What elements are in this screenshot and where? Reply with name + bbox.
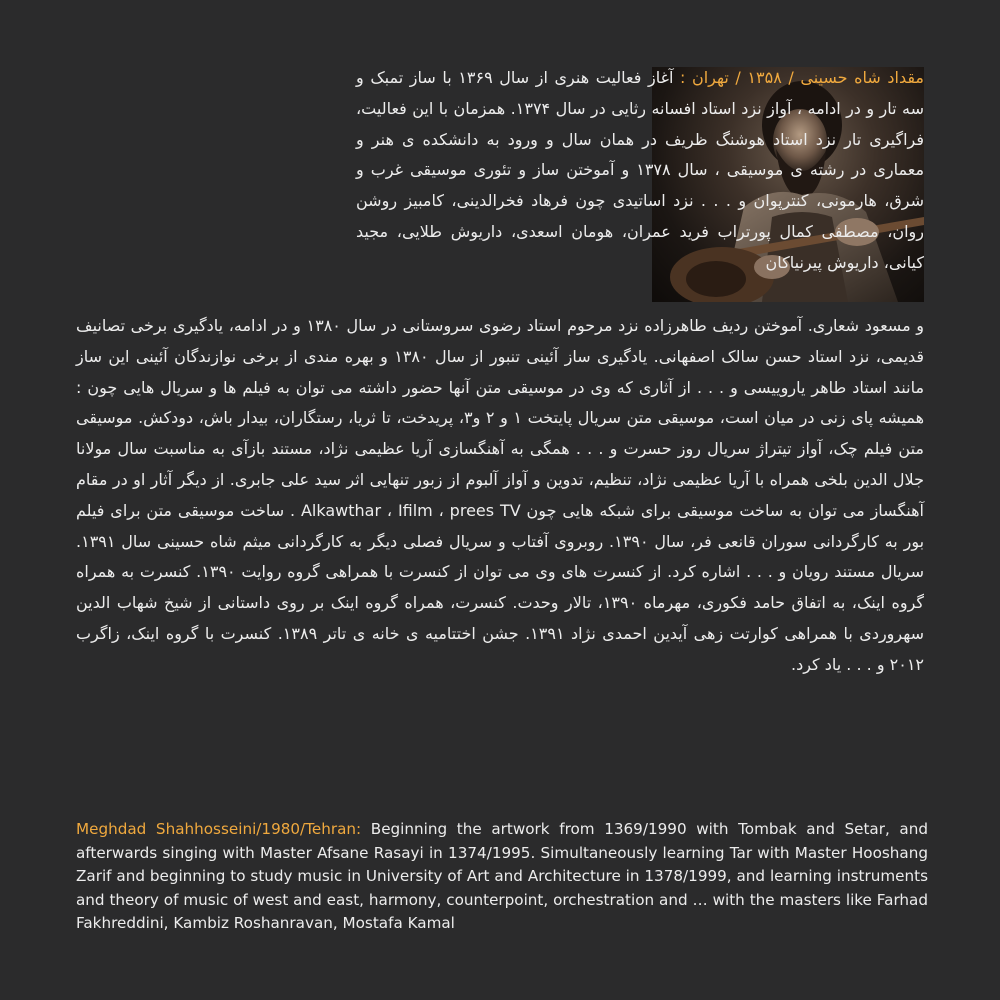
english-bio	[76, 818, 928, 936]
persian-line: و مسعود شعاری. آموختن ردیف طاهرزاده نزد مرحوم استاد رضوی سروستانی در سال ۱۳۸۰ و در ادامه، یادگیری	[172, 316, 924, 335]
persian-line: می توان به فیلم ها و سریال هایی چون : همیشه پای زنی در میان است، موسیقی متن سریال پایتخت ۱ و ۲ و۳،	[76, 377, 925, 428]
persian-line: برخی تصانیف قدیمی، نزد استاد حسن سالک اصفهانی. یادگیری ساز آئینی تنبور از سال ۱۳۸۰ و بهره مندی از	[76, 316, 924, 366]
persian-line: تنظیم، تدوین و آواز آلبوم از زبور تنهایی اثر سید علی جابری. از دیگر آثار او در مقام آهنگساز می توان به ساخت	[76, 469, 924, 520]
persian-line: فرید عمران، هومان اسعدی، داریوش طلایی، مجید کیانی، داریوش پیرنیاکان	[356, 221, 924, 272]
persian-line: و ورود به دانشکده ی هنر و معماری در رشته ی موسیقی ، سال ۱۳۷۸ و	[356, 129, 925, 180]
english-bio-body: Beginning the artwork from 1369/1990 with Tombak and Setar, and afterwards singing with Master Afsane Rasayi in 1374/1995. Simultaneously learning Tar with Master Hooshang Zarif and beginning to study music in University of Art and Architecture in 1378/1999, and learning instruments and theory of music of west and east, harmony, counterpoint, orchestration and … with the masters like Farhad Fakhreddini, Kambiz Roshanravan, Mostafa Kamal	[76, 820, 928, 933]
persian-line: برخی نوازندگان آئینی این ساز مانند استاد طاهر یاروییسی و . . . از آثاری که وی در موسیقی متن آنها حضور داشته	[76, 346, 925, 397]
persian-line: ساز تمبک و سه تار و در ادامه ، آواز نزد استاد افسانه رثایی در سال ۱۳۷۴.	[356, 68, 924, 118]
persian-line: خانه ی تاتر ۱۳۸۹. کنسرت با گروه اینک، زاگرب ۲۰۱۲ و . . . یاد کرد.	[76, 623, 924, 674]
persian-line: همزمان با این فعالیت، فراگیری تار نزد استاد هوشنگ ظریف در همان سال	[356, 98, 924, 149]
persian-line: کنسرت به همراه گروه اینک، به اتفاق حامد فکوری، مهرماه ۱۳۹۰، تالار وحدت. کنسرت، همراه گروه اینک بر	[76, 562, 925, 613]
persian-line: موسیقی برای شبکه هایی چون Alkawthar ، Ifilm ، prees TV . ساخت موسیقی متن برای فیلم بور به کارگردانی	[76, 500, 925, 551]
persian-line: آغاز فعالیت هنری از سال ۱۳۶۹ با	[442, 68, 674, 87]
persian-bio-heading: مقداد شاه حسینی / ۱۳۵۸ / تهران :	[680, 68, 925, 87]
persian-line: به آهنگسازی آریا عظیمی نژاد، مستند بازآی به مناسبت سال مولانا جلال الدین بلخی همراه با آریا عظیمی نژاد،	[76, 439, 924, 489]
persian-bio-top	[356, 63, 924, 279]
persian-line: اساتیدی چون فرهاد فخرالدینی، کامبیز روشن روان، مصطفی کمال پورتراب	[356, 191, 924, 241]
persian-line: پریدخت، تا ثریا، رستگاران، بیدار باش، دودکش. موسیقی متن فیلم چک، آواز تیتراژ سریال روز حسرت و . . . همگی	[76, 408, 924, 459]
persian-bio-bottom	[76, 311, 924, 681]
persian-line: روی داستانی از شیخ شهاب الدین سهروردی با همراهی کوارتت زهی آیدین احمدی نژاد ۱۳۹۱. جشن اختتامیه ی	[76, 593, 925, 643]
persian-line: سریال مستند رویان و . . . اشاره کرد. از کنسرت های وی می توان از کنسرت با همراهی گروه روایت ۱۳۹۰.	[196, 562, 925, 582]
english-bio-heading: Meghdad Shahhosseini/1980/Tehran:	[76, 820, 362, 838]
persian-line: آموختن ساز و تئوری موسیقی غرب و شرق، هارمونی، کنترپوان و . . . نزد	[356, 160, 925, 211]
persian-line: سوران قانعی فر، سال ۱۳۹۰. روبروی آفتاب و سریال فصلی دیگر به کارگردانی میثم شاه حسینی سال ۱۳۹۱.	[76, 531, 808, 551]
